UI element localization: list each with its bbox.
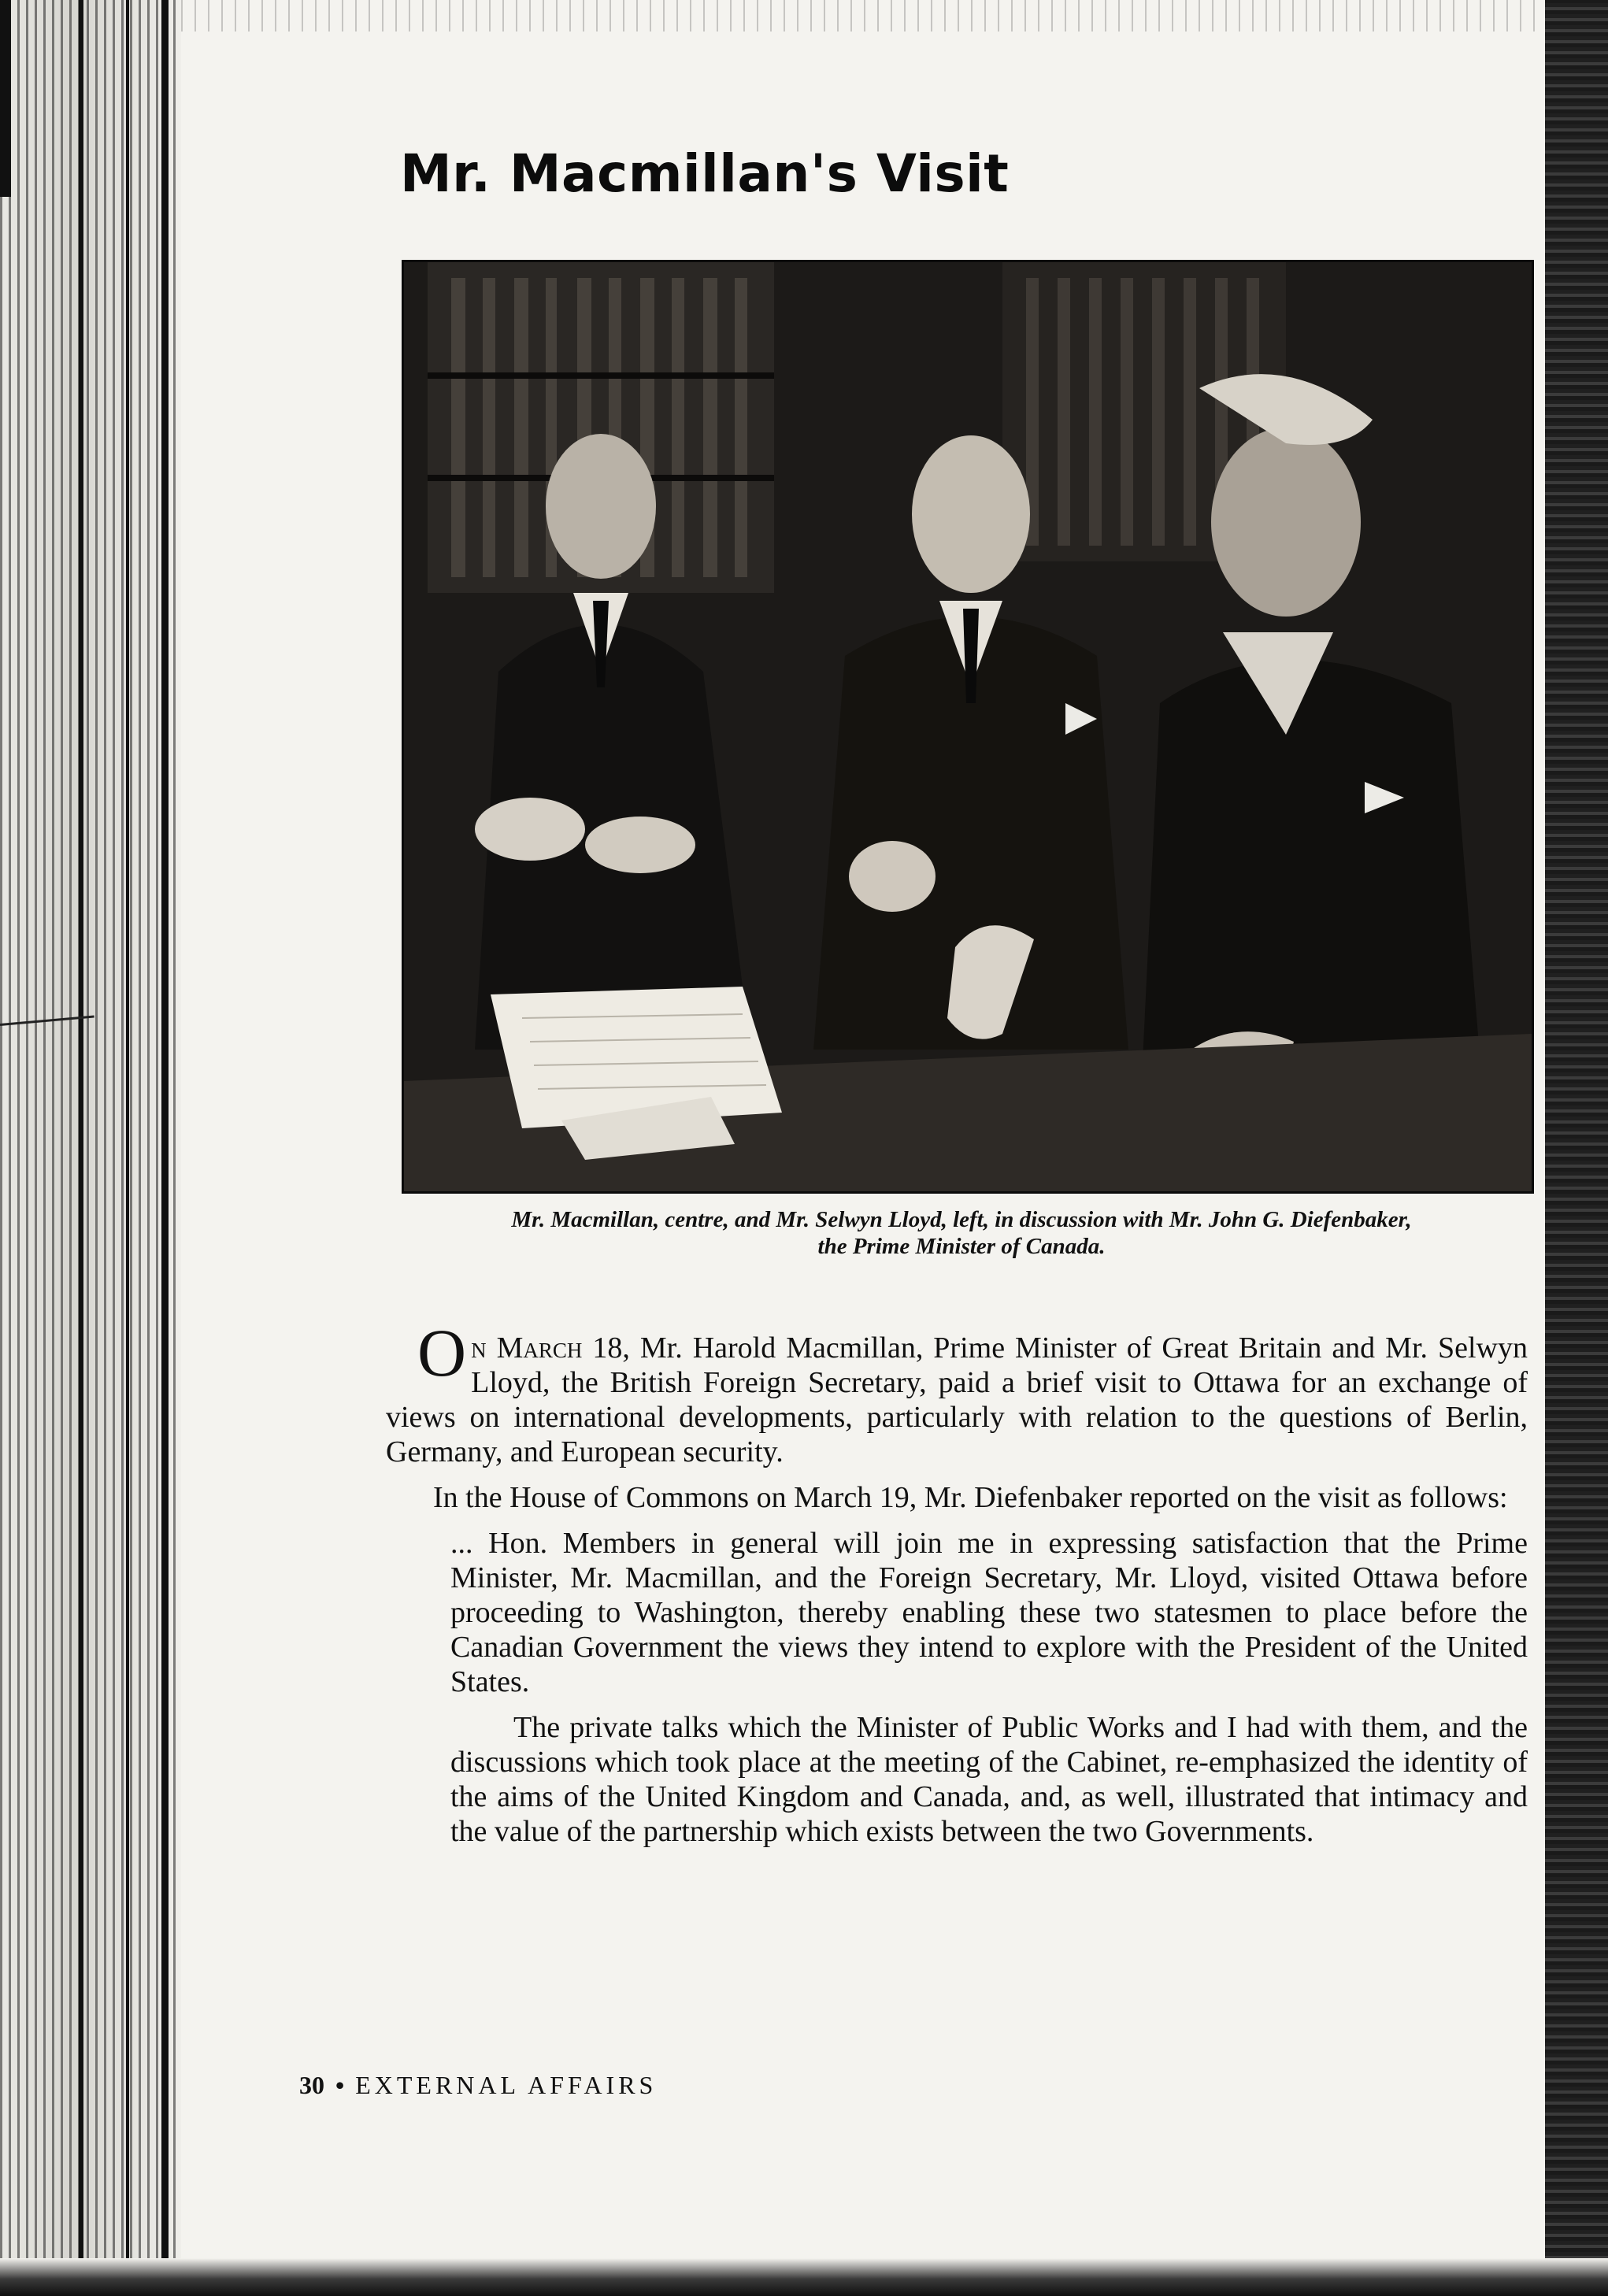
- lead-in: n March: [471, 1331, 583, 1365]
- block-quote: [450, 1526, 1528, 1849]
- quote-paragraph-2: The private talks which the Minister of Public Works and I had with them, and the discussions which took place at the meeting of the Cabinet, re-emphasized the identity of the aims of the United Kingdom and Canada, and, as well, illustrated that intimacy and the value of the partnership which exists between the two Governments.: [450, 1711, 1528, 1848]
- quote-paragraph-1: ... Hon. Members in general will join me in expressing satisfaction that the Prime Minister, Mr. Macmillan, and the Foreign Secretary, Mr. Lloyd, visited Ottawa before proceeding to Washington, thereby enabling these two statesmen to place before the Canadian Government the views they intend to explore with the President of the United States.: [450, 1527, 1528, 1698]
- page-number: 30: [299, 2071, 324, 2099]
- article-title: Mr. Macmillan's Visit: [400, 143, 1010, 204]
- scan-bottom-edge: [0, 2258, 1608, 2296]
- page-footer: [299, 2071, 657, 2100]
- paragraph-2: In the House of Commons on March 19, Mr. Diefenbaker reported on the visit as follows:: [433, 1481, 1508, 1514]
- scan-speckle: [181, 0, 1543, 31]
- publication-name: EXTERNAL AFFAIRS: [355, 2071, 658, 2099]
- article-body: [386, 1315, 1528, 1860]
- paragraph-1-text: 18, Mr. Harold Macmillan, Prime Minister of Great Britain and Mr. Selwyn Lloyd, the British Foreign Secretary, paid a brief visit to Ottawa for an exchange of views on international developments, particularly with relation to the questions of Berlin, Germany, and European security.: [386, 1331, 1528, 1468]
- caption-line-1: Mr. Macmillan, centre, and Mr. Selwyn Lloyd, left, in discussion with Mr. John G. Diefenbaker,: [511, 1207, 1412, 1232]
- drop-cap: O: [417, 1315, 467, 1391]
- article-photo: [402, 260, 1534, 1194]
- book-spine-shadow: [0, 0, 181, 2296]
- footer-bullet: •: [335, 2071, 345, 2099]
- magazine-page: [299, 126, 1528, 2173]
- paragraph-1: [386, 1315, 1528, 1469]
- photo-caption: [386, 1206, 1537, 1260]
- caption-line-2: the Prime Minister of Canada.: [817, 1234, 1106, 1259]
- scan-right-edge: [1545, 0, 1608, 2296]
